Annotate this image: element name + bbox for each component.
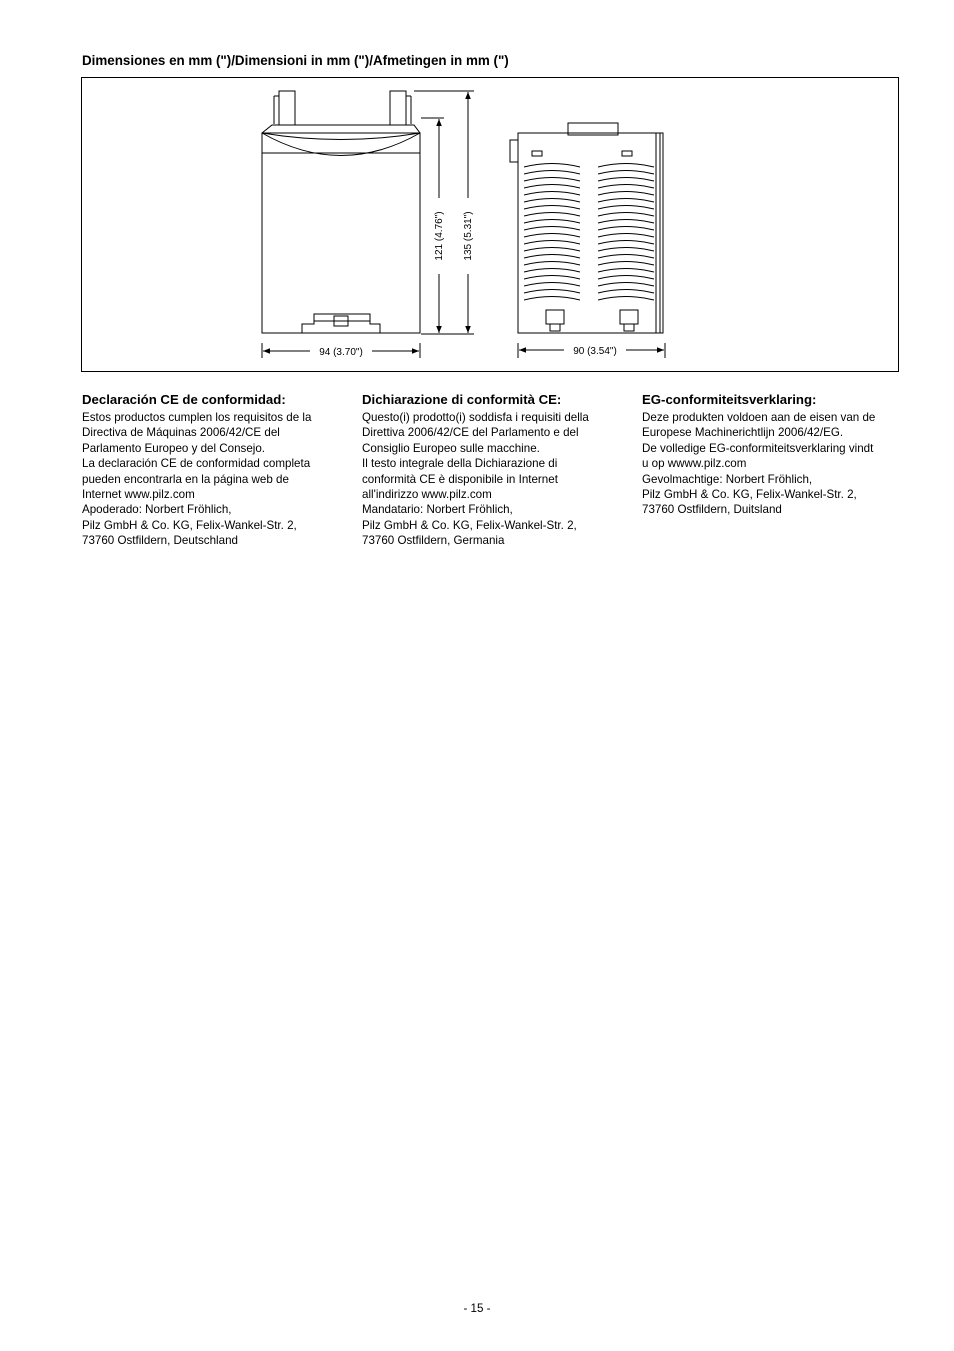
vent-slot	[524, 185, 580, 189]
declaration-line: u op wwww.pilz.com	[642, 457, 747, 471]
declaration-line: Pilz GmbH & Co. KG, Felix-Wankel-Str. 2,	[82, 518, 297, 532]
page-number: - 15 -	[463, 1302, 491, 1315]
vent-slot	[598, 269, 654, 273]
declaration-it-body	[362, 410, 624, 549]
declaration-line: Europese Machinerichtlijn 2006/42/EG.	[642, 426, 844, 440]
vent-slot	[524, 269, 580, 273]
declaration-line: Pilz GmbH & Co. KG, Felix-Wankel-Str. 2,	[642, 488, 857, 502]
front-view	[262, 91, 420, 333]
vent-slot	[598, 234, 654, 238]
vent-slot	[524, 297, 580, 301]
dimension-drawing	[81, 77, 899, 372]
declaration-line: Questo(i) prodotto(i) soddisfa i requisiti della	[362, 411, 589, 424]
vent-slot	[524, 192, 580, 196]
declaration-line: Consiglio Europeo sulle macchine.	[362, 441, 540, 455]
vent-slot	[598, 262, 654, 266]
ventilation-slots	[524, 164, 654, 301]
vent-slot	[598, 220, 654, 224]
declaration-line: all'indirizzo www.pilz.com	[362, 488, 492, 502]
vent-slot	[598, 290, 654, 294]
vent-slot	[524, 171, 580, 175]
vent-slot	[524, 206, 580, 210]
declaration-line: Directiva de Máquinas 2006/42/CE del	[82, 426, 280, 440]
declaration-line: Mandatario: Norbert Fröhlich,	[362, 503, 513, 517]
vent-slot	[524, 234, 580, 238]
vent-slot	[598, 178, 654, 182]
declaration-es	[82, 392, 344, 549]
vent-slot	[598, 297, 654, 301]
vent-slot	[524, 199, 580, 203]
declaration-line: 73760 Ostfildern, Deutschland	[82, 534, 238, 548]
declaration-nl-title: EG-conformiteitsverklaring:	[642, 392, 817, 407]
declaration-nl-body	[642, 410, 904, 518]
vent-slot	[598, 241, 654, 245]
vent-slot	[598, 185, 654, 189]
vent-slot	[524, 255, 580, 259]
width-front-label: 94 (3.70")	[319, 347, 363, 358]
declaration-line: 73760 Ostfildern, Duitsland	[642, 503, 782, 517]
vent-slot	[598, 213, 654, 217]
declaration-line: Apoderado: Norbert Fröhlich,	[82, 503, 232, 517]
page-heading: Dimensiones en mm (")/Dimensioni in mm (")/Afmetingen in mm (")	[82, 53, 509, 68]
vent-slot	[524, 241, 580, 245]
vent-slot	[598, 283, 654, 287]
vent-slot	[598, 199, 654, 203]
vent-slot	[524, 283, 580, 287]
vent-slot	[524, 164, 580, 168]
height-inner-label: 121 (4.76")	[434, 211, 445, 261]
width-side-label: 90 (3.54")	[573, 346, 617, 357]
declaration-line: Internet www.pilz.com	[82, 488, 195, 502]
declaration-line: Estos productos cumplen los requisitos de la	[82, 411, 312, 424]
vent-slot	[598, 171, 654, 175]
declaration-line: Parlamento Europeo y del Consejo.	[82, 441, 266, 455]
vent-slot	[598, 248, 654, 252]
vent-slot	[524, 248, 580, 252]
declaration-line: De volledige EG-conformiteitsverklaring vindt	[642, 441, 874, 455]
declaration-line: Pilz GmbH & Co. KG, Felix-Wankel-Str. 2,	[362, 518, 577, 532]
vent-slot	[524, 262, 580, 266]
vent-slot	[598, 192, 654, 196]
declaration-line: Deze produkten voldoen aan de eisen van de	[642, 411, 876, 424]
vent-slot	[598, 255, 654, 259]
vent-slot	[524, 220, 580, 224]
vent-slot	[598, 227, 654, 231]
declaration-line: conformità CE è disponibile in Internet	[362, 472, 558, 486]
side-view	[510, 123, 663, 333]
declaration-es-body	[82, 410, 344, 549]
declaration-line: La declaración CE de conformidad completa	[82, 457, 311, 471]
vent-slot	[524, 213, 580, 217]
declaration-line: Il testo integrale della Dichiarazione di	[362, 457, 558, 471]
vent-slot	[524, 178, 580, 182]
dimension-drawing-svg	[82, 78, 900, 373]
declaration-line: Direttiva 2006/42/CE del Parlamento e del	[362, 426, 579, 440]
vent-slot	[598, 206, 654, 210]
declaration-nl	[642, 392, 904, 518]
declaration-line: pueden encontrarla en la página web de	[82, 472, 289, 486]
vent-slot	[598, 164, 654, 168]
vent-slot	[598, 276, 654, 280]
declaration-line: 73760 Ostfildern, Germania	[362, 534, 505, 548]
declaration-it-title: Dichiarazione di conformità CE:	[362, 392, 562, 407]
height-outer-label: 135 (5.31")	[463, 211, 474, 261]
vent-slot	[524, 276, 580, 280]
declaration-it	[362, 392, 624, 549]
vent-slot	[524, 290, 580, 294]
declaration-es-title: Declaración CE de conformidad:	[82, 392, 286, 407]
vent-slot	[524, 227, 580, 231]
declaration-line: Gevolmachtige: Norbert Fröhlich,	[642, 472, 813, 486]
